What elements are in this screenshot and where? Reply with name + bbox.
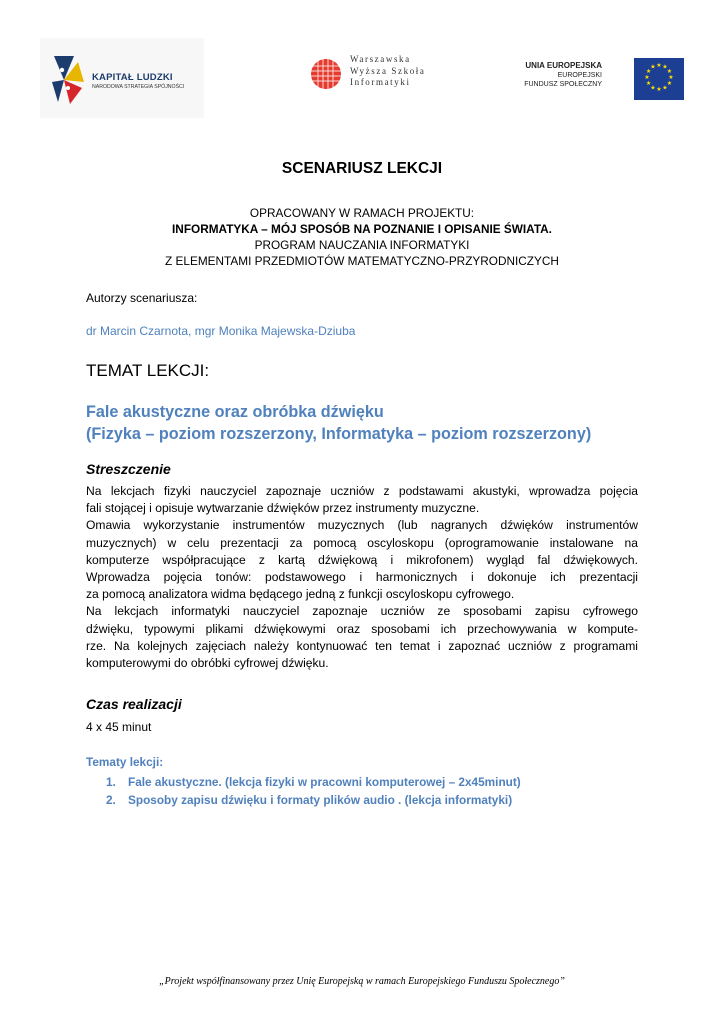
wwsi-name: [350, 54, 426, 89]
svg-text:★: ★: [650, 63, 656, 71]
list-item: [106, 773, 521, 791]
eu-flag-icon: [634, 58, 684, 100]
summary-line: Na lekcjach fizyki nauczyciel zapoznaje uczniów z podstawami akustyki, wprowadza pojęcia: [86, 484, 638, 498]
summary-line: muzycznych) w celu prezentacji za pomocą oscyloskopu (oprogramowanie instalowane na: [86, 535, 638, 550]
summary-heading: Streszczenie: [86, 461, 171, 477]
summary-line: komputerze współpracujące z kartą dźwiękową i mikrofonem) wygląd fal dźwiękowych.: [86, 552, 638, 567]
list-item-text: Sposoby zapisu dźwięku i formaty plików audio . (lekcja informatyki): [128, 793, 513, 807]
svg-text:★: ★: [666, 68, 673, 75]
list-item-text: Fale akustyczne. (lekcja fizyki w pracowni komputerowej – 2x45minut): [128, 775, 521, 789]
svg-text:★: ★: [645, 68, 652, 75]
list-item-number: 2.: [106, 793, 116, 807]
summary-line: komputerowymi do obróbki cyfrowej dźwięku.: [86, 656, 329, 671]
eu-logo-line1: UNIA EUROPEJSKA: [525, 61, 602, 70]
project-line: OPRACOWANY W RAMACH PROJEKTU:: [249, 206, 475, 220]
svg-text:★: ★: [662, 84, 668, 92]
time-value: 4 x 45 minut: [86, 720, 152, 734]
svg-text:★: ★: [644, 74, 650, 81]
svg-text:★: ★: [656, 86, 662, 93]
summary-line: Omawia wykorzystanie instrumentów muzycznych (lub nagranych dźwięków instrumentów: [86, 518, 638, 533]
wwsi-line3: Informatyki: [350, 77, 411, 87]
eu-logo: [488, 52, 684, 100]
summary-line: rze. Na kolejnych zajęciach należy kontynuować ten temat i zapoznać uczniów z programami: [86, 638, 638, 653]
list-item: [106, 791, 521, 809]
kapital-ludzki-name: KAPITAŁ LUDZKI: [92, 72, 173, 83]
wwsi-line1: Warszawska: [350, 54, 411, 64]
authors-label: Autorzy scenariusza:: [86, 291, 198, 305]
lesson-topic-line2: (Fizyka – poziom rozszerzony, Informatyka – poziom rozszerzony): [86, 425, 592, 443]
eu-logo-line2: EUROPEJSKI: [557, 72, 602, 79]
wwsi-line2: Wyższa Szkoła: [350, 65, 426, 76]
summary-line: fali stojącej i opisuje wytwarzanie dźwięków przez instrumenty muzyczne.: [86, 501, 480, 516]
eu-logo-line3: FUNDUSZ SPOŁECZNY: [524, 81, 602, 88]
topic-heading: TEMAT LEKCJI:: [86, 361, 210, 380]
summary-line: Na lekcjach informatyki nauczyciel zapoznaje uczniów ze sposobami zapisu cyfrowego: [86, 604, 638, 619]
summary-line: Wprowadza pojęcia tonów: podstawowego i harmonicznych i dokonuje ich prezentacji: [86, 570, 638, 585]
lessons-heading: Tematy lekcji:: [86, 755, 164, 769]
svg-text:★: ★: [650, 84, 656, 92]
summary-line: za pomocą analizatora widma będącego jedną z funkcji oscyloskopu cyfrowego.: [86, 587, 515, 602]
svg-text:★: ★: [656, 62, 662, 69]
kapital-ludzki-logo: [40, 38, 204, 118]
authors-names: dr Marcin Czarnota, mgr Monika Majewska-Dziuba: [86, 324, 356, 338]
footer-note: „Projekt współfinansowany przez Unię Europejską w ramach Europejskiego Funduszu Społecznego”: [159, 976, 565, 987]
project-name: INFORMATYKA – MÓJ SPOSÓB NA POZNANIE I OPISANIE ŚWIATA.: [172, 222, 552, 236]
header-logos: [40, 36, 684, 120]
svg-text:★: ★: [668, 74, 674, 81]
list-item-number: 1.: [106, 775, 116, 789]
kapital-ludzki-subtitle: NARODOWA STRATEGIA SPÓJNOŚCI: [92, 84, 185, 90]
kapital-ludzki-emblem-icon: [48, 52, 88, 108]
wwsi-logo: [310, 46, 450, 106]
svg-text:★: ★: [666, 80, 673, 87]
program-line-2: Z ELEMENTAMI PRZEDMIOTÓW MATEMATYCZNO-PRZYRODNICZYCH: [165, 254, 559, 268]
summary-text: [86, 483, 638, 672]
lesson-topic: [86, 401, 591, 445]
lesson-topic-line1: Fale akustyczne oraz obróbka dźwięku: [86, 403, 384, 421]
program-line-1: PROGRAM NAUCZANIA INFORMATYKI: [254, 238, 470, 252]
svg-text:★: ★: [645, 80, 652, 87]
time-heading: Czas realizacji: [86, 696, 182, 712]
wwsi-emblem-icon: [310, 58, 342, 90]
page-title: SCENARIUSZ LEKCJI: [281, 160, 443, 177]
svg-text:★: ★: [662, 63, 668, 71]
lessons-list: [106, 773, 521, 809]
summary-line: dźwięku, typowymi plikami dźwiękowymi oraz sposobami ich przechowywania w kompute-: [86, 621, 638, 636]
